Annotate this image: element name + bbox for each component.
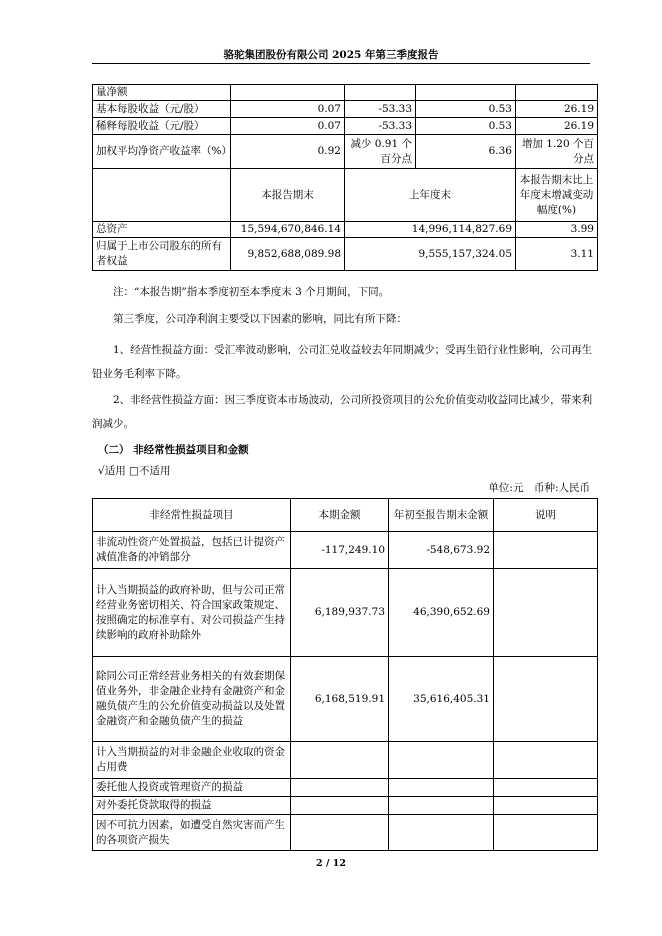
row-label: 总资产 <box>93 222 231 238</box>
cell: 0.53 <box>416 101 516 118</box>
column-header: 非经常性损益项目 <box>93 499 291 532</box>
cell: 0.53 <box>416 118 516 135</box>
cell: 6.36 <box>416 135 516 169</box>
ytd-amount: 46,390,652.69 <box>389 569 494 657</box>
table-row <box>93 797 598 815</box>
financial-indicators-table <box>92 84 598 271</box>
cell <box>231 85 345 101</box>
cell: 3.11 <box>516 238 598 271</box>
row-label: 稀释每股收益（元/股） <box>93 118 231 135</box>
unit-label: 单位:元 币种:人民币 <box>488 482 590 494</box>
current-amount <box>291 779 389 797</box>
cell: 26.19 <box>516 118 598 135</box>
non-recurring-items-table <box>92 498 598 851</box>
note-paragraph: 1、经营性损益方面：受汇率波动影响，公司汇兑收益较去年同期减少；受再生铅行业性影响，公司再生铅业务毛利率下降。 <box>92 344 593 380</box>
table-row <box>93 118 598 135</box>
row-label: 量净额 <box>93 85 231 101</box>
column-header: 说明 <box>494 499 598 532</box>
row-label: 加权平均净资产收益率（%） <box>93 135 231 169</box>
table-row <box>93 657 598 742</box>
empty-cell <box>93 169 231 222</box>
note-cell <box>494 532 598 569</box>
note-paragraph: 注：“本报告期”指本季度初至本季度末 3 个月期间，下同。 <box>113 286 390 298</box>
applicable-checkbox-text: √适用 □不适用 <box>98 465 171 477</box>
cell: 26.19 <box>516 101 598 118</box>
table-row <box>93 101 598 118</box>
table-header-row <box>93 499 598 532</box>
cell <box>516 85 598 101</box>
note-cell <box>494 779 598 797</box>
current-amount: 6,189,937.73 <box>291 569 389 657</box>
note-paragraph: 第三季度，公司净利润主要受以下因素的影响，同比有所下降： <box>113 313 407 325</box>
cell <box>416 85 516 101</box>
ytd-amount: 35,616,405.31 <box>389 657 494 742</box>
section-title: （二） 非经常性损益项目和金额 <box>98 444 249 456</box>
note-cell <box>494 569 598 657</box>
ytd-amount <box>389 779 494 797</box>
item-cell: 对外委托贷款取得的损益 <box>93 797 291 815</box>
table-row <box>93 532 598 569</box>
note-cell <box>494 657 598 742</box>
table-row <box>93 222 598 238</box>
current-amount <box>291 742 389 779</box>
ytd-amount <box>389 742 494 779</box>
cell: 9,852,688,089.98 <box>231 238 345 271</box>
cell: 减少 0.91 个百分点 <box>345 135 416 169</box>
cell: 0.07 <box>231 101 345 118</box>
table-row <box>93 779 598 797</box>
page-header: 骆驼集团股份有限公司 2025 年第三季度报告 <box>223 49 439 61</box>
row-label: 基本每股收益（元/股） <box>93 101 231 118</box>
column-header: 年初至报告期末金额 <box>389 499 494 532</box>
note-cell <box>494 742 598 779</box>
cell: 增加 1.20 个百分点 <box>516 135 598 169</box>
cell: 9,555,157,324.05 <box>345 238 516 271</box>
cell: 0.07 <box>231 118 345 135</box>
current-amount <box>291 815 389 851</box>
cell <box>345 85 416 101</box>
item-cell: 非流动性资产处置损益，包括已计提资产减值准备的冲销部分 <box>93 532 291 569</box>
table-header-row <box>93 169 598 222</box>
item-cell: 除同公司正常经营业务相关的有效套期保值业务外，非金融企业持有金融资产和金融负债产生的公允价值变动损益以及处置金融资产和金融负债产生的损益 <box>93 657 291 742</box>
cell: 15,594,670,846.14 <box>231 222 345 238</box>
current-amount: 6,168,519.91 <box>291 657 389 742</box>
row-label: 归属于上市公司股东的所有者权益 <box>93 238 231 271</box>
column-header: 本期金额 <box>291 499 389 532</box>
note-cell <box>494 797 598 815</box>
item-cell: 计入当期损益的政府补助，但与公司正常经营业务密切相关、符合国家政策规定、按照确定的标准享有、对公司损益产生持续影响的政府补助除外 <box>93 569 291 657</box>
page-number: 2 / 12 <box>316 858 346 869</box>
note-paragraph: 2、非经营性损益方面：因三季度资本市场波动，公司所投资项目的公允价值变动收益同比减少，带来利润减少。 <box>92 394 593 430</box>
column-header: 上年度末 <box>345 169 516 222</box>
current-amount: -117,249.10 <box>291 532 389 569</box>
table-row <box>93 569 598 657</box>
table-row <box>93 135 598 169</box>
cell: 0.92 <box>231 135 345 169</box>
table-row <box>93 742 598 779</box>
table-row <box>93 238 598 271</box>
column-header: 本报告期末 <box>231 169 345 222</box>
header-divider <box>92 63 590 64</box>
note-cell <box>494 815 598 851</box>
table-row <box>93 815 598 851</box>
cell: -53.33 <box>345 118 416 135</box>
ytd-amount: -548,673.92 <box>389 532 494 569</box>
table-row <box>93 85 598 101</box>
column-header: 本报告期末比上年度末增减变动幅度(%) <box>516 169 598 222</box>
item-cell: 委托他人投资或管理资产的损益 <box>93 779 291 797</box>
cell: -53.33 <box>345 101 416 118</box>
item-cell: 计入当期损益的对非金融企业收取的资金占用费 <box>93 742 291 779</box>
item-cell: 因不可抗力因素，如遭受自然灾害而产生的各项资产损失 <box>93 815 291 851</box>
cell: 3.99 <box>516 222 598 238</box>
ytd-amount <box>389 815 494 851</box>
current-amount <box>291 797 389 815</box>
cell: 14,996,114,827.69 <box>345 222 516 238</box>
ytd-amount <box>389 797 494 815</box>
